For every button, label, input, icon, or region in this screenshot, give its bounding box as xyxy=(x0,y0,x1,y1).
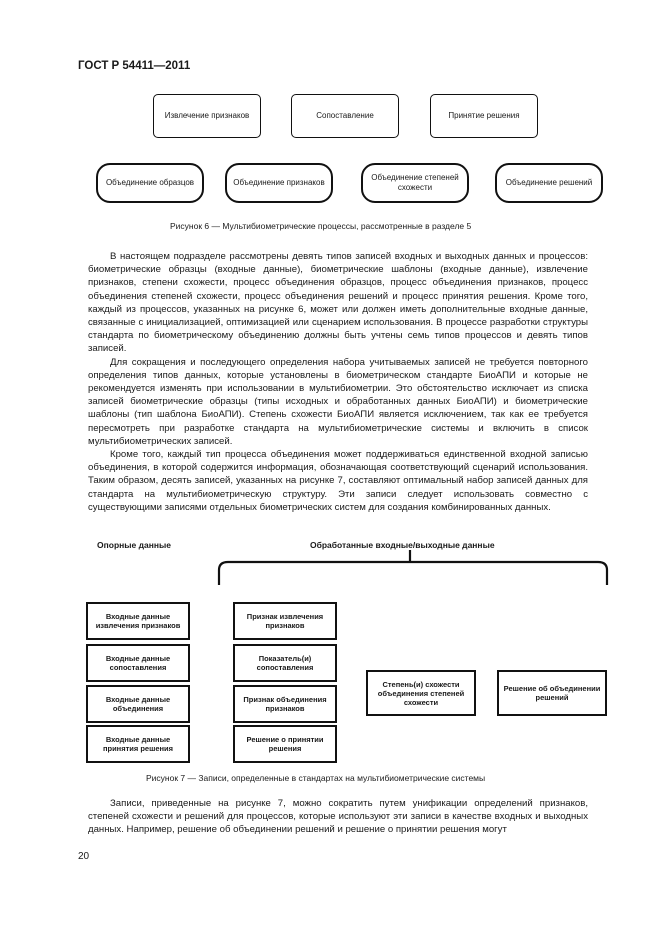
reference-data-label: Опорные данные xyxy=(97,540,171,550)
input-decision-making xyxy=(86,725,190,763)
input-fusion xyxy=(86,685,190,723)
box-label: Признак извлечения признаков xyxy=(246,612,324,630)
figure7-caption: Рисунок 7 — Записи, определенные в стандартах на мультибиометрические системы xyxy=(146,773,486,783)
box-label: Объединение степеней схожести xyxy=(371,173,459,192)
paragraph: Записи, приведенные на рисунке 7, можно сократить путем унификации определений признаков, степеней схожести и решений для процессов, которые используют эти записи в качестве входных и выходных данных. Например, решение об объединении решений и решение о принятии решения могут xyxy=(88,798,588,836)
paragraph: Кроме того, каждый тип процесса объединения может поддерживаться единственной входной записью объединения, в которой содержится информация, обозначающая соответствующий сценарий использования. Таким образом, десять записей, указанных на рисунке 7, составляют оптимальный набор записей данных для стандарта на мультибиометрическую структуру. Эти записи следует использовать совместно с существующими записями отдельных биометрических систем для создания комбинированных данных. xyxy=(88,449,588,513)
box-label: Степень(и) схожести объединения степеней схожести xyxy=(377,679,465,707)
box-label: Объединение образцов xyxy=(105,178,195,187)
paragraph: Для сокращения и последующего определения набора учитываемых записей не требуется повторного определения типов данных, которые установлены в биометрическом стандарте БиоАПИ и которые не рекомендуется изменять при использовании в мультибиометрии. Это обстоятельство исключает из списка записей биометрические образцы (типы исходных и обработанных данных БиоАПИ) и биометрические шаблоны (тип шаблона БиоАПИ). Степень схожести БиоАПИ является исключением, так как ее требуется пересмотреть при разработке стандарта на мультибиометрические системы и включить в список мультибиометрических записей. xyxy=(88,356,588,447)
page-number: 20 xyxy=(78,851,90,862)
box-label: Принятие решения xyxy=(448,111,520,120)
box-label: Входные данные сопоставления xyxy=(105,654,171,672)
paragraph: В настоящем подразделе рассмотрены девять типов записей входных и выходных данных и процессов: биометрические образцы (входные данные), биометрические шаблоны (входные данные), извлечение признаков, степени схожести, процесс объединения образцов, процесс объединения признаков, процесс объединения степеней схожести, процесс объединения решений и процесс принятия решения. Кроме того, каждый из процессов, указанных на рисунке 6, может или должен иметь дополнительные входные данные, связанные с инициализацией, оптимизацией или сценарием использования. В процессе разработки структуры стандарта по биометрическому объединению должны быть учтены семь типов процессов и девять типов записей. xyxy=(88,251,588,355)
box-label: Показатель(и) сопоставления xyxy=(256,654,314,672)
box-label: Входные данные объединения xyxy=(105,695,171,713)
input-feature-extraction xyxy=(86,602,190,640)
box-label: Решение об объединении решений xyxy=(503,684,601,702)
record-match-score xyxy=(233,644,337,682)
processed-data-label: Обработанные входные/выходные данные xyxy=(310,540,495,550)
box-label: Сопоставление xyxy=(316,111,374,120)
document-header: ГОСТ Р 54411—2011 xyxy=(78,60,191,72)
record-fused-feature xyxy=(233,685,337,723)
record-fused-decision xyxy=(497,670,607,716)
box-label: Признак объединения признаков xyxy=(243,695,327,713)
record-fused-score xyxy=(366,670,476,716)
box-label: Извлечение признаков xyxy=(164,111,250,120)
input-matching xyxy=(86,644,190,682)
record-decision xyxy=(233,725,337,763)
box-label: Объединение решений xyxy=(505,178,593,187)
box-label: Входные данные принятия решения xyxy=(102,735,174,753)
box-label: Объединение признаков xyxy=(233,178,325,187)
record-feature xyxy=(233,602,337,640)
figure6-caption: Рисунок 6 — Мультибиометрические процессы, рассмотренные в разделе 5 xyxy=(170,221,472,231)
box-label: Входные данные извлечения признаков xyxy=(95,612,181,630)
body-text-continued xyxy=(88,797,588,837)
box-label: Решение о принятии решения xyxy=(246,735,324,753)
